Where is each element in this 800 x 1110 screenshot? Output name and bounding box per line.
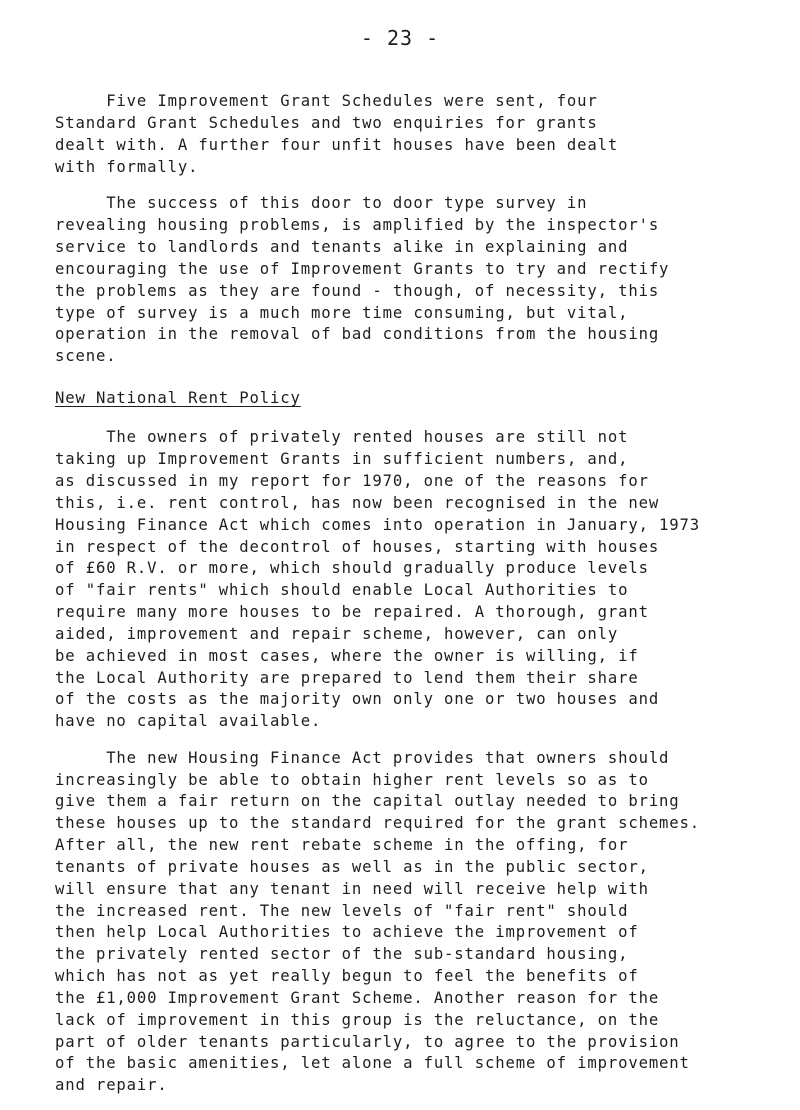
- text-line: The owners of privately rented houses are still not: [55, 428, 629, 447]
- text-line: The success of this door to door type survey in: [55, 194, 588, 213]
- text-line: as discussed in my report for 1970, one of the reasons for: [55, 472, 649, 491]
- text-line: operation in the removal of bad conditions from the housing: [55, 325, 660, 344]
- text-line: the £1,000 Improvement Grant Scheme. Another reason for the: [55, 988, 660, 1007]
- text-line: this, i.e. rent control, has now been recognised in the new: [55, 493, 660, 512]
- text-line: encouraging the use of Improvement Grants to try and rectify: [55, 259, 670, 278]
- text-line: After all, the new rent rebate scheme in the offing, for: [55, 836, 629, 855]
- text-line: dealt with. A further four unfit houses have been dealt: [55, 135, 619, 154]
- text-line: the problems as they are found - though, of necessity, this: [55, 281, 660, 300]
- text-line: The new Housing Finance Act provides that owners should: [55, 748, 670, 767]
- text-line: revealing housing problems, is amplified by the inspector's: [55, 216, 660, 235]
- text-line: tenants of private houses as well as in the public sector,: [55, 857, 649, 876]
- text-line: give them a fair return on the capital outlay needed to bring: [55, 792, 680, 811]
- text-line: taking up Improvement Grants in sufficient numbers, and,: [55, 450, 629, 469]
- text-line: then help Local Authorities to achieve the improvement of: [55, 923, 639, 942]
- text-line: lack of improvement in this group is the reluctance, on the: [55, 1010, 660, 1029]
- text-line: with formally.: [55, 157, 199, 176]
- text-line: increasingly be able to obtain higher rent levels so as to: [55, 770, 649, 789]
- text-line: these houses up to the standard required for the grant schemes.: [55, 814, 701, 833]
- text-line: in respect of the decontrol of houses, starting with houses: [55, 537, 660, 556]
- text-line: be achieved in most cases, where the owner is willing, if: [55, 646, 639, 665]
- page-number: - 23 -: [360, 26, 440, 50]
- text-line: type of survey is a much more time consuming, but vital,: [55, 303, 629, 322]
- text-line: of the basic amenities, let alone a full scheme of improvement: [55, 1054, 690, 1073]
- text-line: scene.: [55, 347, 117, 366]
- text-line: aided, improvement and repair scheme, however, can only: [55, 624, 619, 643]
- text-line: and repair.: [55, 1076, 168, 1095]
- text-line: service to landlords and tenants alike in explaining and: [55, 238, 629, 257]
- text-line: of the costs as the majority own only one or two houses and: [55, 690, 660, 709]
- text-line: part of older tenants particularly, to agree to the provision: [55, 1032, 680, 1051]
- text-line: the privately rented sector of the sub-standard housing,: [55, 945, 629, 964]
- text-line: Standard Grant Schedules and two enquiries for grants: [55, 114, 598, 133]
- text-line: have no capital available.: [55, 712, 322, 731]
- text-line: of "fair rents" which should enable Local Authorities to: [55, 581, 629, 600]
- text-line: require many more houses to be repaired. A thorough, grant: [55, 603, 649, 622]
- text-line: Housing Finance Act which comes into operation in January, 1973: [55, 515, 701, 534]
- text-line: the Local Authority are prepared to lend them their share: [55, 668, 639, 687]
- text-line: will ensure that any tenant in need will receive help with: [55, 879, 649, 898]
- text-line: which has not as yet really begun to feel the benefits of: [55, 967, 639, 986]
- text-line: Five Improvement Grant Schedules were sent, four: [55, 92, 598, 111]
- text-line: of £60 R.V. or more, which should gradually produce levels: [55, 559, 649, 578]
- section-heading: New National Rent Policy: [55, 388, 301, 407]
- text-line: the increased rent. The new levels of "fair rent" should: [55, 901, 629, 920]
